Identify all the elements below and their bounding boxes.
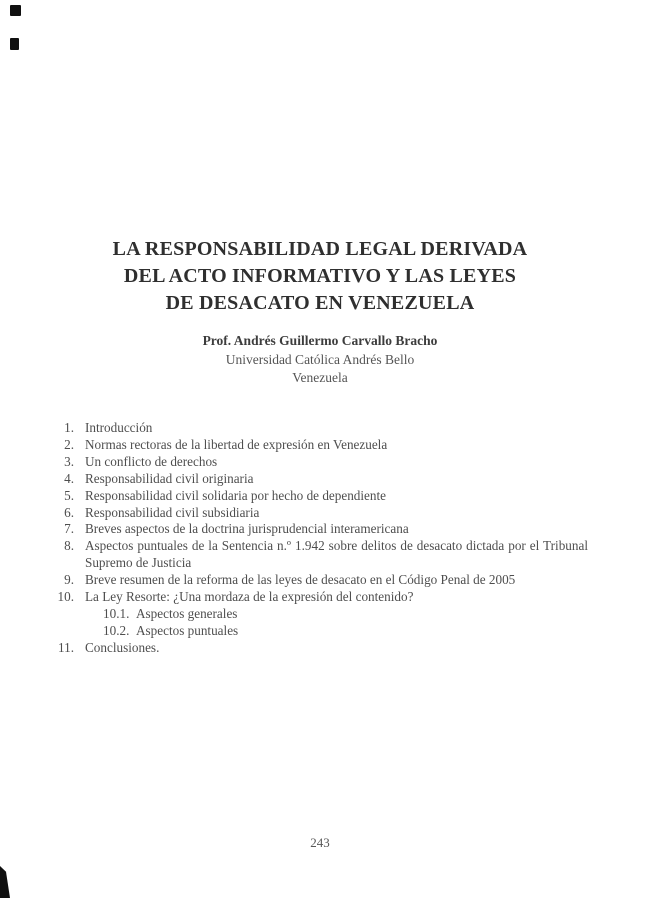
toc-item [0,589,588,606]
author-affiliation: Universidad Católica Andrés Bello [225,351,415,367]
toc-item [0,488,588,505]
toc-item [0,420,588,437]
toc-item-text: Responsabilidad civil subsidiaria [85,504,260,520]
toc-item-number: 10. [57,589,74,605]
toc-subitem-number: 10.1. [103,605,130,621]
scan-mark-icon [10,5,21,16]
toc-item [0,538,588,555]
toc-item [0,521,588,538]
toc-item-text: Supremo de Justicia [85,555,192,571]
toc-subitem [0,623,588,640]
toc-item-number: 8. [64,538,74,554]
toc-item-number: 9. [64,572,74,588]
toc-item-number: 11. [58,639,74,655]
page-number: 243 [310,835,330,850]
toc-item-text: Breves aspectos de la doctrina jurisprudencial interamericana [85,521,409,537]
scan-mark-icon [10,38,19,50]
toc-item-text: Aspectos puntuales de la Sentencia n.º 1.942 sobre delitos de desacato dictada por el Tribunal [85,538,588,554]
toc-item-text: Breve resumen de la reforma de las leyes de desacato en el Código Penal de 2005 [85,572,516,588]
toc-item-text: Conclusiones. [85,639,160,655]
author-block [0,332,640,388]
toc-item-text: Responsabilidad civil originaria [85,470,254,486]
title-line-2: DEL ACTO INFORMATIVO Y LAS LEYES [123,265,517,287]
toc-item-number: 5. [64,487,74,503]
title-line-3: DE DESACATO EN VENEZUELA [165,292,475,314]
toc-item-number [0,606,74,623]
toc-item-number: 6. [64,504,74,520]
toc-item-continuation [0,555,588,572]
toc-item [0,640,588,657]
toc-item-text: La Ley Resorte: ¿Una mordaza de la expresión del contenido? [85,589,414,605]
table-of-contents [0,420,588,657]
toc-item [0,437,588,454]
toc-item-number: 2. [64,436,74,452]
author-name: Prof. Andrés Guillermo Carvallo Bracho [202,333,438,348]
toc-item-number: 4. [64,470,74,486]
toc-subitem-number: 10.2. [103,622,130,638]
toc-item-text: Introducción [85,420,153,435]
toc-item [0,471,588,488]
article-title [0,236,640,317]
toc-subitem-text [85,606,588,623]
toc-subitem-label: Aspectos generales [136,605,238,621]
toc-subitem-text [85,623,588,640]
toc-subitem-label: Aspectos puntuales [136,622,239,638]
toc-item [0,572,588,589]
toc-item-number: 3. [64,453,74,469]
scan-corner-mark-icon [0,866,10,898]
toc-item-number: 7. [64,521,74,537]
toc-item-number [0,623,74,640]
title-line-1: LA RESPONSABILIDAD LEGAL DERIVADA [112,238,528,260]
toc-item-text: Responsabilidad civil solidaria por hecho de dependiente [85,487,387,503]
toc-item [0,454,588,471]
toc-item [0,505,588,522]
toc-item-number: 1. [64,420,74,435]
toc-subitem [0,606,588,623]
toc-item-text: Normas rectoras de la libertad de expresión en Venezuela [85,436,388,452]
author-country: Venezuela [292,370,348,385]
toc-item-number [0,555,74,572]
toc-item-text: Un conflicto de derechos [85,453,218,469]
